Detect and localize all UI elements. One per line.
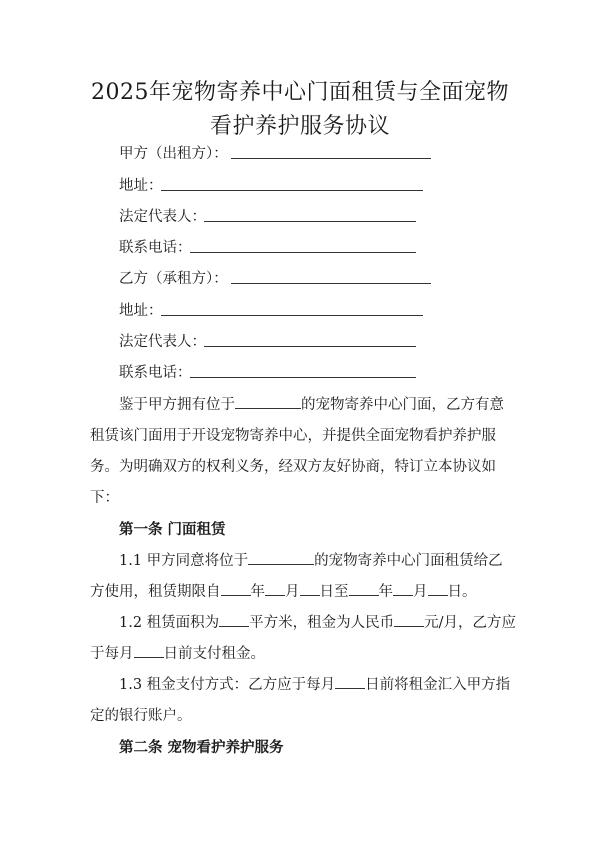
area-blank [219, 612, 249, 627]
party-a-phone-blank [190, 252, 416, 253]
start-month-blank [265, 581, 285, 596]
end-month-label: 月 [413, 584, 428, 600]
start-year-blank [221, 581, 251, 596]
payment-method-text: 1.3 租金支付方式：乙方应于每月 [119, 677, 336, 693]
clause-1-3-line-2: 定的银行账户。 [90, 708, 192, 724]
transfer-day-blank [335, 674, 365, 689]
party-b-phone-field [119, 361, 192, 385]
document-title-line-1: 2025年宠物寄养中心门面租赁与全面宠物 [91, 80, 509, 105]
preamble-text-a: 鉴于甲方拥有位于 [119, 397, 235, 413]
party-b-phone-blank [190, 377, 416, 378]
party-b-address-field [119, 299, 163, 323]
location-blank [235, 394, 301, 409]
party-a-name-field [119, 142, 228, 166]
party-a-phone-label: 联系电话： [119, 240, 192, 256]
end-month-blank [393, 581, 413, 596]
article-1-heading: 第一条 门面租赁 [119, 521, 226, 538]
party-a-phone-field [119, 236, 192, 260]
preamble-line-3: 务。为明确双方的权利义务，经双方友好协商，特订立本协议如 [90, 459, 496, 475]
clause-1-3-line-1 [119, 673, 510, 697]
rent-blank [394, 612, 424, 627]
clause-1-1-text-a: 1.1 甲方同意将位于 [119, 553, 249, 569]
party-b-name-field [119, 267, 228, 291]
clause-1-1-line-2 [90, 580, 477, 604]
preamble-line-1 [119, 393, 504, 417]
party-a-address-label: 地址： [119, 178, 163, 194]
party-b-address-label: 地址： [119, 303, 163, 319]
start-day-blank [300, 581, 320, 596]
preamble-text-b: 的宠物寄养中心门面，乙方有意 [301, 397, 504, 413]
end-year-blank [349, 581, 379, 596]
area-text: 1.2 租赁面积为 [119, 615, 220, 631]
party-b-rep-field [119, 330, 206, 354]
preamble-line-4: 下： [90, 490, 119, 506]
start-year-label: 年 [250, 584, 265, 600]
party-b-phone-label: 联系电话： [119, 365, 192, 381]
party-b-rep-blank [204, 346, 416, 347]
payment-day-blank [134, 643, 164, 658]
party-a-address-field [119, 174, 163, 198]
party-a-name-label: 甲方（出租方）： [119, 146, 228, 162]
party-a-rep-blank [204, 221, 416, 222]
party-b-name-label: 乙方（承租方）： [119, 271, 228, 287]
party-b-address-blank [161, 315, 423, 316]
start-month-label: 月 [285, 584, 300, 600]
document-title-line-2: 看护养护服务协议 [209, 114, 390, 139]
party-a-name-blank [231, 158, 431, 159]
rent-unit-text: 元/月，乙方应 [424, 615, 517, 631]
start-day-label: 日至 [319, 584, 349, 600]
party-a-rep-label: 法定代表人： [119, 209, 206, 225]
party-b-name-blank [231, 283, 431, 284]
clause-1-2-line-1 [119, 611, 516, 635]
end-day-label: 日。 [447, 584, 477, 600]
payment-day-text: 于每月 [90, 646, 134, 662]
party-b-rep-label: 法定代表人： [119, 334, 206, 350]
clause-1-2-line-2 [90, 642, 265, 666]
preamble-line-2: 租赁该门面用于开设宠物寄养中心，并提供全面宠物看护养护服 [90, 428, 496, 444]
party-a-rep-field [119, 205, 206, 229]
transfer-text: 日前将租金汇入甲方指 [365, 677, 511, 693]
clause-1-1-line-1 [119, 549, 503, 573]
clause-1-1-location-blank [248, 550, 314, 565]
rent-text: 平方米，租金为人民币 [249, 615, 395, 631]
article-2-heading: 第二条 宠物看护养护服务 [119, 739, 284, 756]
party-a-address-blank [161, 190, 423, 191]
lease-term-text: 方使用，租赁期限自 [90, 584, 221, 600]
clause-1-1-text-b: 的宠物寄养中心门面租赁给乙 [314, 553, 503, 569]
end-year-label: 年 [378, 584, 393, 600]
payment-deadline-text: 日前支付租金。 [163, 646, 265, 662]
end-day-blank [428, 581, 448, 596]
